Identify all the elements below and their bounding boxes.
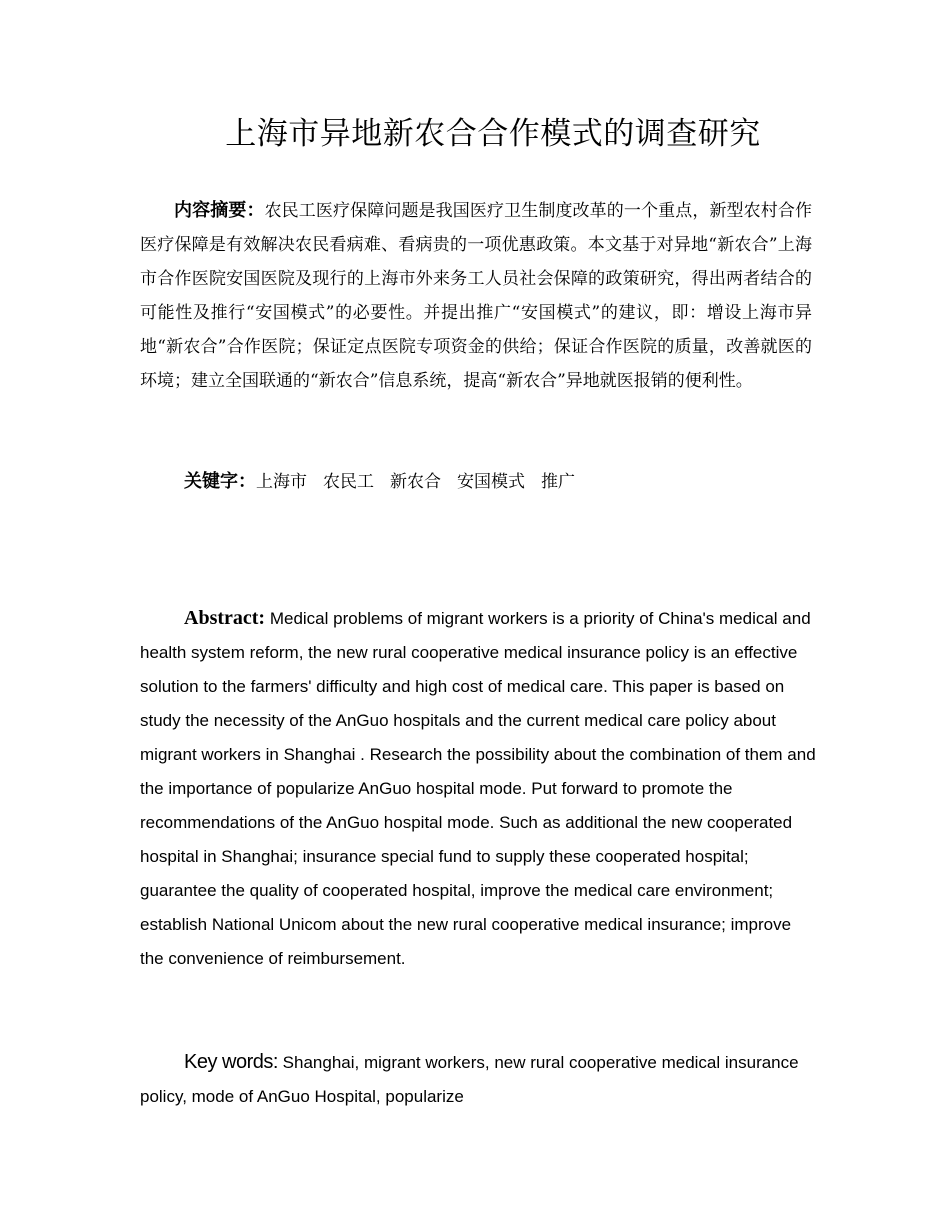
chinese-keyword: 新农合 bbox=[390, 472, 441, 492]
chinese-abstract bbox=[140, 194, 812, 398]
chinese-keyword: 农民工 bbox=[323, 472, 374, 492]
english-keywords bbox=[140, 1045, 816, 1114]
chinese-abstract-label: 内容摘要： bbox=[174, 200, 265, 221]
chinese-keywords-label: 关键字： bbox=[184, 471, 256, 492]
english-abstract-text: Medical problems of migrant workers is a priority of China's medical and health system reform, the new rural cooperative medical insurance policy is an effective solution to the farmers' difficulty and high cost of medical care. This paper is based on study the necessity of the AnGuo hospitals and the current medical care policy about migrant workers in Shanghai . Research the possibility about the combination of them and the importance of popularize AnGuo hospital mode. Put forward to promote the recommendations of the AnGuo hospital mode. Such as additional the new cooperated hospital in Shanghai; insurance special fund to supply these cooperated hospital; guarantee the quality of cooperated hospital, improve the medical care environment; establish National Unicom about the new rural cooperative medical insurance; improve the convenience of reimbursement. bbox=[140, 609, 816, 968]
chinese-keyword: 安国模式 bbox=[457, 472, 525, 492]
chinese-keyword: 上海市 bbox=[256, 472, 307, 492]
english-keywords-text: Shanghai, migrant workers, new rural cooperative medical insurance policy, mode of AnGuo Hospital, popularize bbox=[140, 1053, 799, 1106]
english-keywords-label: Key words: bbox=[184, 1051, 278, 1073]
chinese-abstract-text: 农民工医疗保障问题是我国医疗卫生制度改革的一个重点，新型农村合作医疗保障是有效解决农民看病难、看病贵的一项优惠政策。本文基于对异地“新农合”上海市合作医院安国医院及现行的上海市外来务工人员社会保障的政策研究，得出两者结合的可能性及推行“安国模式”的必要性。并提出推广“安国模式”的建议，即：增设上海市异地“新农合”合作医院；保证定点医院专项资金的供给；保证合作医院的质量，改善就医的环境；建立全国联通的“新农合”信息系统，提高“新农合”异地就医报销的便利性。 bbox=[140, 201, 813, 391]
english-abstract bbox=[140, 601, 816, 976]
english-abstract-label: Abstract: bbox=[184, 607, 266, 629]
chinese-keyword: 推广 bbox=[541, 472, 575, 492]
paper-title: 上海市异地新农合合作模式的调查研究 bbox=[225, 116, 761, 152]
chinese-keywords bbox=[184, 465, 814, 499]
